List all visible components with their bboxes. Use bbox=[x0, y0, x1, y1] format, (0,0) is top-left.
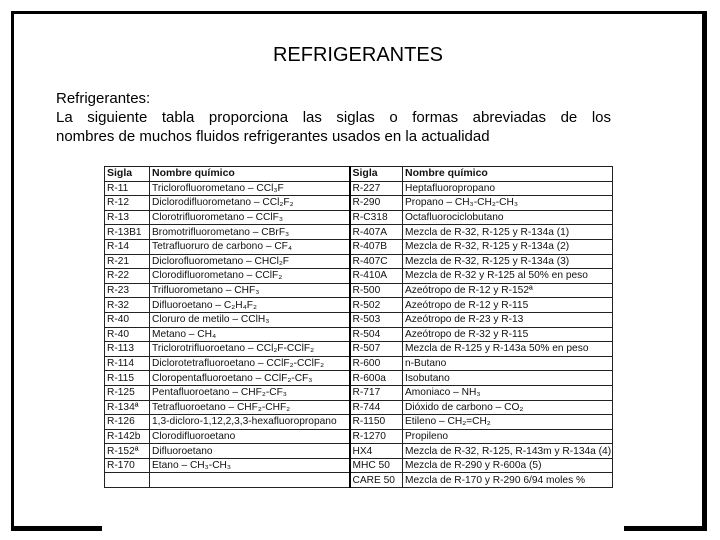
cell-sigla-left: R-134ª bbox=[105, 400, 150, 415]
table-row bbox=[105, 196, 613, 211]
header-sigla-right: Sigla bbox=[350, 167, 403, 182]
cell-sigla-left bbox=[105, 473, 150, 488]
cell-nombre-left bbox=[150, 473, 350, 488]
cell-nombre-right: Isobutano bbox=[403, 371, 613, 386]
table-row bbox=[105, 356, 613, 371]
cell-sigla-right: R-410A bbox=[350, 269, 403, 284]
cell-sigla-right: R-C318 bbox=[350, 210, 403, 225]
cell-nombre-left: Tetrafluoruro de carbono – CF₄ bbox=[150, 239, 350, 254]
cell-sigla-right: HX4 bbox=[350, 444, 403, 459]
table-header-row bbox=[105, 167, 613, 182]
cell-nombre-left: Difluoroetano bbox=[150, 444, 350, 459]
cell-nombre-left: Diclorodifluorometano – CCl₂F₂ bbox=[150, 196, 350, 211]
table-row bbox=[105, 415, 613, 430]
cell-nombre-right: Amoniaco – NH₃ bbox=[403, 385, 613, 400]
cell-sigla-left: R-14 bbox=[105, 239, 150, 254]
cell-sigla-left: R-13B1 bbox=[105, 225, 150, 240]
cell-sigla-right: R-600a bbox=[350, 371, 403, 386]
cell-sigla-left: R-125 bbox=[105, 385, 150, 400]
cell-sigla-right: R-1150 bbox=[350, 415, 403, 430]
cell-sigla-left: R-21 bbox=[105, 254, 150, 269]
cell-nombre-right: Mezcla de R-32, R-125, R-143m y R-134a (4) bbox=[403, 444, 613, 459]
cell-sigla-left: R-170 bbox=[105, 458, 150, 473]
cell-sigla-left: R-32 bbox=[105, 298, 150, 313]
cell-nombre-left: Pentafluoroetano – CHF₂-CF₃ bbox=[150, 385, 350, 400]
cell-nombre-left: Diclorofluorometano – CHCl₂F bbox=[150, 254, 350, 269]
cell-nombre-left: Trifluorometano – CHF₃ bbox=[150, 283, 350, 298]
cell-nombre-right: Azeótropo de R-12 y R-115 bbox=[403, 298, 613, 313]
table-row bbox=[105, 429, 613, 444]
cell-sigla-right: R-407A bbox=[350, 225, 403, 240]
page-title: REFRIGERANTES bbox=[272, 44, 444, 66]
table-row bbox=[105, 181, 613, 196]
refrigerant-table-image bbox=[102, 162, 624, 532]
cell-nombre-right: Azeótropo de R-32 y R-115 bbox=[403, 327, 613, 342]
header-sigla-left: Sigla bbox=[105, 167, 150, 182]
cell-nombre-right: Propileno bbox=[403, 429, 613, 444]
cell-nombre-right: Mezcla de R-32, R-125 y R-134a (2) bbox=[403, 239, 613, 254]
table-row bbox=[105, 283, 613, 298]
table-row bbox=[105, 444, 613, 459]
refrigerant-table bbox=[104, 166, 613, 488]
cell-sigla-left: R-113 bbox=[105, 342, 150, 357]
table-row bbox=[105, 458, 613, 473]
cell-nombre-right: Heptafluoropropano bbox=[403, 181, 613, 196]
table-row bbox=[105, 385, 613, 400]
table-row bbox=[105, 225, 613, 240]
cell-nombre-left: Difluoroetano – C₂H₄F₂ bbox=[150, 298, 350, 313]
cell-nombre-left: Clorotrifluorometano – CClF₃ bbox=[150, 210, 350, 225]
cell-sigla-left: R-12 bbox=[105, 196, 150, 211]
cell-sigla-left: R-126 bbox=[105, 415, 150, 430]
cell-sigla-right: R-407B bbox=[350, 239, 403, 254]
cell-nombre-left: Metano – CH₄ bbox=[150, 327, 350, 342]
cell-nombre-left: Clorodifluorometano – CClF₂ bbox=[150, 269, 350, 284]
table-row bbox=[105, 400, 613, 415]
cell-sigla-left: R-114 bbox=[105, 356, 150, 371]
cell-nombre-left: 1,3-dicloro-1,12,2,3,3-hexafluoropropano bbox=[150, 415, 350, 430]
cell-nombre-right: Dióxido de carbono – CO₂ bbox=[403, 400, 613, 415]
cell-nombre-left: Clorodifluoroetano bbox=[150, 429, 350, 444]
cell-nombre-right: Azeótropo de R-23 y R-13 bbox=[403, 312, 613, 327]
cell-sigla-right: R-500 bbox=[350, 283, 403, 298]
table-row bbox=[105, 254, 613, 269]
header-nombre-right: Nombre químico bbox=[403, 167, 613, 182]
cell-nombre-left: Triclorofluorometano – CCl₃F bbox=[150, 181, 350, 196]
cell-sigla-right: R-227 bbox=[350, 181, 403, 196]
cell-nombre-left: Bromotrifluorometano – CBrF₃ bbox=[150, 225, 350, 240]
intro-line-2: nombres de muchos fluidos refrigerantes usados en la actualidad bbox=[56, 128, 490, 145]
cell-nombre-right: Mezcla de R-125 y R-143a 50% en peso bbox=[403, 342, 613, 357]
cell-nombre-right: Mezcla de R-290 y R-600a (5) bbox=[403, 458, 613, 473]
slide-frame bbox=[11, 11, 707, 531]
header-nombre-left: Nombre químico bbox=[150, 167, 350, 182]
cell-nombre-right: Mezcla de R-32, R-125 y R-134a (3) bbox=[403, 254, 613, 269]
cell-sigla-left: R-22 bbox=[105, 269, 150, 284]
table-row bbox=[105, 312, 613, 327]
cell-nombre-right: Mezcla de R-32, R-125 y R-134a (1) bbox=[403, 225, 613, 240]
cell-nombre-left: Tetrafluoroetano – CHF₂-CHF₂ bbox=[150, 400, 350, 415]
cell-sigla-left: R-23 bbox=[105, 283, 150, 298]
cell-nombre-right: Mezcla de R-32 y R-125 al 50% en peso bbox=[403, 269, 613, 284]
cell-sigla-left: R-11 bbox=[105, 181, 150, 196]
cell-nombre-right: Etileno – CH₂=CH₂ bbox=[403, 415, 613, 430]
cell-sigla-right: R-407C bbox=[350, 254, 403, 269]
cell-sigla-right: R-507 bbox=[350, 342, 403, 357]
intro-line-1: La siguiente tabla proporciona las siglas o formas abreviadas de los bbox=[56, 109, 611, 126]
table-body bbox=[105, 181, 613, 487]
table-row bbox=[105, 269, 613, 284]
cell-nombre-right: n-Butano bbox=[403, 356, 613, 371]
cell-nombre-right: Propano – CH₃-CH₂-CH₃ bbox=[403, 196, 613, 211]
cell-sigla-right: R-600 bbox=[350, 356, 403, 371]
cell-nombre-right: Azeótropo de R-12 y R-152ª bbox=[403, 283, 613, 298]
cell-sigla-left: R-115 bbox=[105, 371, 150, 386]
cell-sigla-right: R-717 bbox=[350, 385, 403, 400]
cell-nombre-left: Triclorotrifluoroetano – CCl₂F-CClF₂ bbox=[150, 342, 350, 357]
cell-nombre-left: Cloropentafluoroetano – CClF₂-CF₃ bbox=[150, 371, 350, 386]
intro-heading: Refrigerantes: bbox=[56, 90, 151, 107]
cell-sigla-left: R-40 bbox=[105, 327, 150, 342]
cell-sigla-right: R-1270 bbox=[350, 429, 403, 444]
cell-sigla-right: R-503 bbox=[350, 312, 403, 327]
cell-sigla-right: R-744 bbox=[350, 400, 403, 415]
table-row bbox=[105, 210, 613, 225]
table-row bbox=[105, 371, 613, 386]
cell-sigla-left: R-142b bbox=[105, 429, 150, 444]
cell-nombre-left: Diclorotetrafluoroetano – CClF₂-CClF₂ bbox=[150, 356, 350, 371]
cell-sigla-right: CARE 50 bbox=[350, 473, 403, 488]
table-row bbox=[105, 473, 613, 488]
cell-sigla-right: R-504 bbox=[350, 327, 403, 342]
table-row bbox=[105, 342, 613, 357]
intro-text bbox=[56, 89, 611, 146]
cell-sigla-left: R-40 bbox=[105, 312, 150, 327]
cell-sigla-left: R-13 bbox=[105, 210, 150, 225]
cell-nombre-right: Mezcla de R-170 y R-290 6/94 moles % bbox=[403, 473, 613, 488]
cell-nombre-right: Octafluorociclobutano bbox=[403, 210, 613, 225]
cell-sigla-right: R-502 bbox=[350, 298, 403, 313]
table-row bbox=[105, 239, 613, 254]
cell-sigla-right: MHC 50 bbox=[350, 458, 403, 473]
cell-nombre-left: Etano – CH₃-CH₃ bbox=[150, 458, 350, 473]
table-row bbox=[105, 327, 613, 342]
cell-sigla-left: R-152ª bbox=[105, 444, 150, 459]
table-row bbox=[105, 298, 613, 313]
cell-nombre-left: Cloruro de metilo – CClH₃ bbox=[150, 312, 350, 327]
cell-sigla-right: R-290 bbox=[350, 196, 403, 211]
